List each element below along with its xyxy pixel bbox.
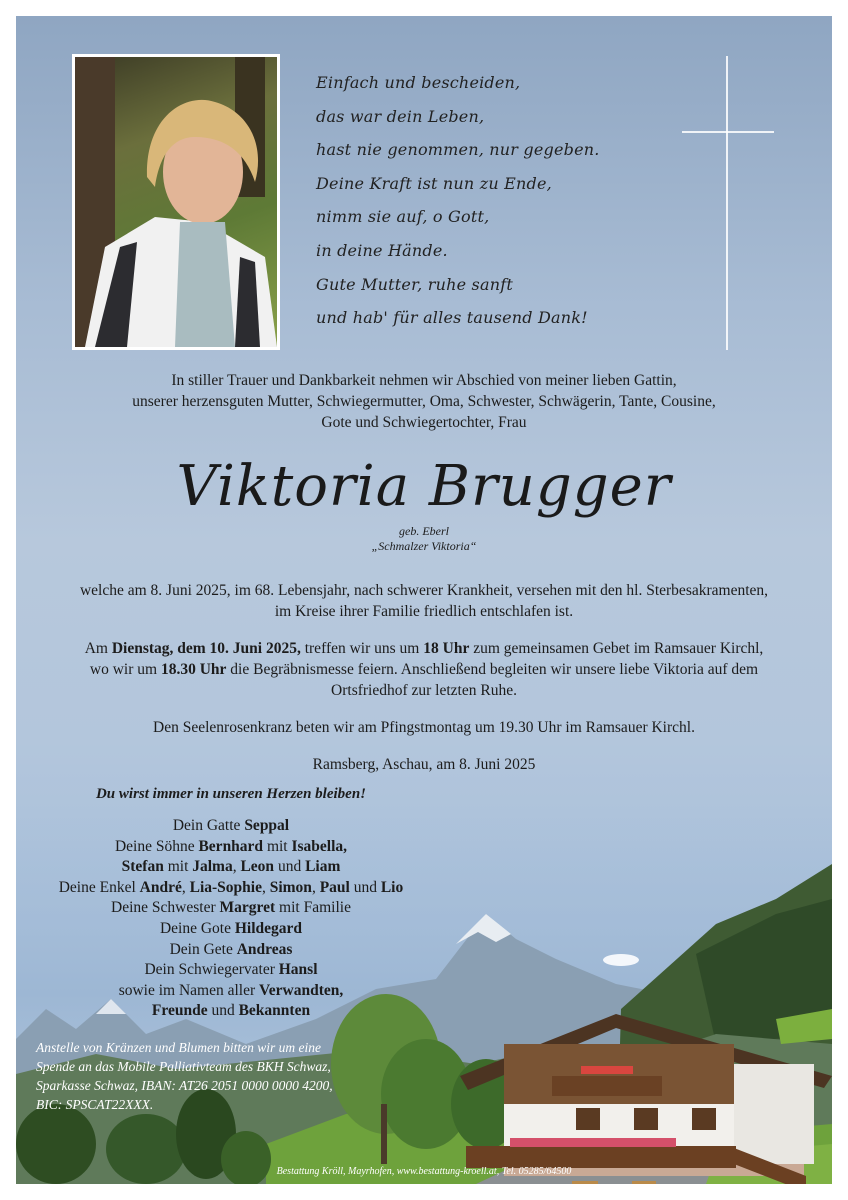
mourner-line: sowie im Namen aller Verwandten,: [118, 981, 344, 999]
portrait-photo: [72, 54, 280, 350]
mourner-line: Dein Schwiegervater Hansl: [144, 961, 318, 979]
funeral-details: [16, 638, 832, 701]
mourner-line: Deine Gote Hildegard: [159, 919, 303, 937]
donation-line: BIC: SPSCAT22XXX.: [36, 1097, 154, 1112]
place-date: Ramsberg, Aschau, am 8. Juni 2025: [312, 756, 536, 773]
poem-line: in deine Hände.: [316, 240, 448, 260]
donation-note: [36, 1038, 396, 1114]
deceased-name: Viktoria Brugger: [176, 454, 672, 519]
poem-line: Deine Kraft ist nun zu Ende,: [316, 173, 552, 193]
obituary-card: [16, 16, 832, 1184]
poem: [316, 66, 676, 335]
poem-line: Gute Mutter, ruhe sanft: [316, 274, 513, 294]
rosary-text: Den Seelenrosenkranz beten wir am Pfingstmontag um 19.30 Uhr im Ramsauer Kirchl.: [153, 719, 695, 736]
poem-line: Einfach und bescheiden,: [316, 73, 521, 92]
mourner-line: Deine Schwester Margret mit Familie: [111, 899, 351, 917]
birth-name: geb. Eberl: [399, 524, 449, 538]
intro-text: [16, 370, 832, 433]
funeral-line: wo wir um 18.30 Uhr die Begräbnismesse feiern. Anschließend begleiten wir unsere liebe Viktoria auf dem: [89, 661, 759, 678]
mourners-list: [16, 816, 446, 1022]
funeral-line: Am Dienstag, dem 10. Juni 2025, treffen wir uns um 18 Uhr zum gemeinsamen Gebet im Ramsauer Kirchl,: [84, 640, 764, 657]
footer-credit: Bestattung Kröll, Mayrhofen, www.bestattung-kroell.at, Tel. 05285/64500: [276, 1166, 572, 1177]
intro-line: unserer herzensguten Mutter, Schwiegermutter, Oma, Schwester, Schwägerin, Tante, Cousine,: [132, 393, 716, 410]
funeral-line: Ortsfriedhof zur letzten Ruhe.: [331, 682, 517, 699]
mourner-line: Deine Enkel André, Lia-Sophie, Simon, Paul und Lio: [58, 878, 404, 896]
intro-line: In stiller Trauer und Dankbarkeit nehmen wir Abschied von meiner lieben Gattin,: [171, 372, 677, 389]
donation-line: Spende an das Mobile Palliativteam des BKH Schwaz,: [36, 1059, 331, 1074]
poem-line: nimm sie auf, o Gott,: [316, 207, 490, 227]
poem-line: hast nie genommen, nur gegeben.: [316, 140, 600, 160]
death-line: welche am 8. Juni 2025, im 68. Lebensjahr, nach schwerer Krankheit, versehen mit den hl. Sterbesakramenten,: [79, 582, 769, 599]
donation-line: Sparkasse Schwaz, IBAN: AT26 2051 0000 0000 4200,: [36, 1078, 333, 1093]
motto: Du wirst immer in unseren Herzen bleiben!: [95, 786, 367, 802]
death-line: im Kreise ihrer Familie friedlich entschlafen ist.: [274, 603, 574, 620]
poem-line: und hab' für alles tausend Dank!: [316, 308, 588, 328]
mourner-line: Dein Gete Andreas: [169, 940, 293, 958]
death-text: [16, 580, 832, 622]
intro-line: Gote und Schwiegertochter, Frau: [321, 414, 527, 431]
mourner-line: Dein Gatte Seppal: [172, 817, 290, 834]
mourner-line: Freunde und Bekannten: [151, 1002, 311, 1020]
poem-line: das war dein Leben,: [316, 106, 485, 126]
donation-line: Anstelle von Kränzen und Blumen bitten wir um eine: [36, 1040, 321, 1055]
mourner-line: Deine Söhne Bernhard mit Isabella,: [114, 837, 348, 855]
mourner-line: Stefan mit Jalma, Leon und Liam: [121, 858, 341, 876]
nickname: „Schmalzer Viktoria“: [371, 539, 477, 553]
